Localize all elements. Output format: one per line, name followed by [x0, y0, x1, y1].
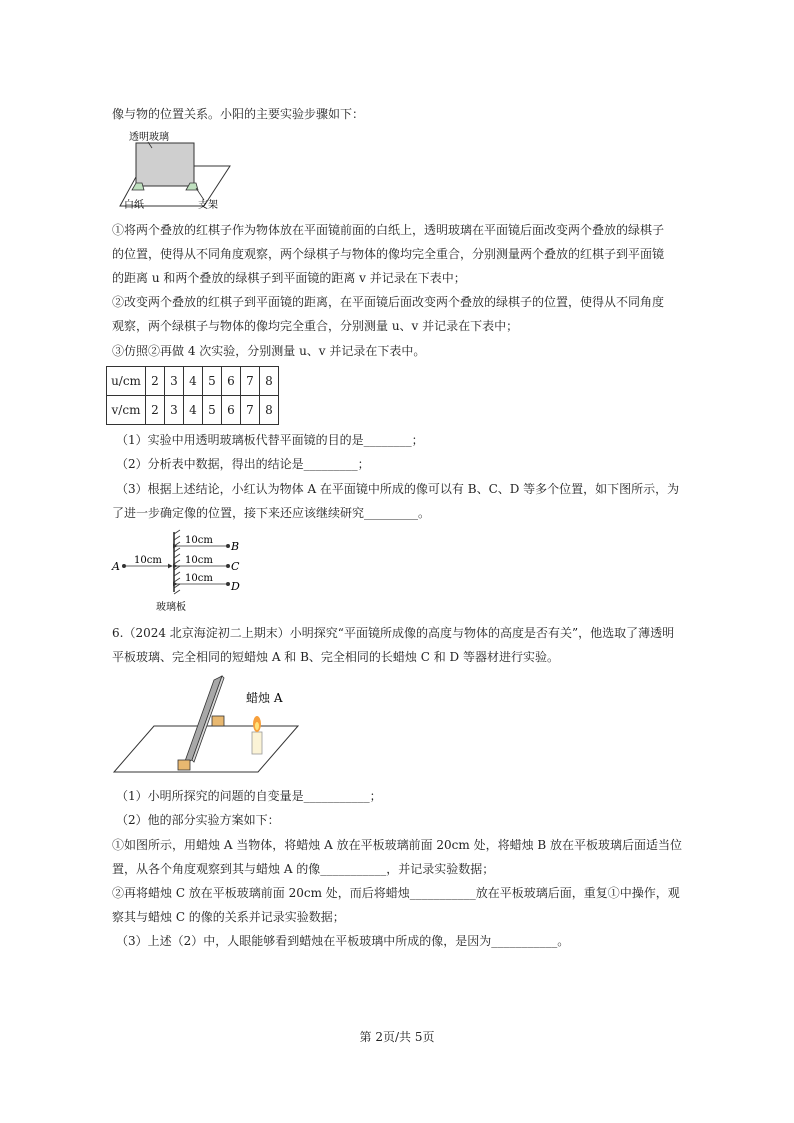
table-cell: 4	[184, 367, 203, 396]
question-line: （1）实验中用透明玻璃板代替平面镜的目的是________；	[116, 433, 424, 447]
question-6-intro: 平板玻璃、完全相同的短蜡烛 A 和 B、完全相同的长蜡烛 C 和 D 等器材进行实验。	[112, 650, 559, 664]
distance-c-label: 10cm	[185, 555, 213, 566]
question-line: （2）分析表中数据，得出的结论是_________；	[116, 457, 370, 471]
distance-a-label: 10cm	[134, 555, 162, 566]
table-row	[107, 367, 279, 396]
table-cell: 3	[165, 396, 184, 425]
question-line: ②再将蜡烛 C 放在平板玻璃前面 20cm 处，而后将蜡烛___________放在平板玻璃后面，重复①中操作，观	[112, 886, 680, 900]
table-cell: 8	[260, 367, 279, 396]
table-cell: 6	[222, 396, 241, 425]
table-row	[107, 396, 279, 425]
board-label: 玻璃板	[156, 602, 186, 613]
stand-label: 支架	[198, 200, 218, 211]
candle-a-label: 蜡烛 A	[246, 691, 283, 705]
point-c-label: C	[231, 560, 240, 573]
question-line: （2）他的部分实验方案如下：	[116, 813, 280, 827]
step-line: 的位置，使得从不同角度观察，两个绿棋子与物体的像均完全重合，分别测量两个叠放的红棋子到平面镜	[112, 247, 665, 261]
question-6-intro: 6.（2024 北京海淀初二上期末）小明探究“平面镜所成像的高度与物体的高度是否有关”，他选取了薄透明	[112, 626, 675, 640]
table-cell: 4	[184, 396, 203, 425]
question-line: （1）小明所探究的问题的自变量是___________；	[116, 789, 382, 803]
question-line: 察其与蜡烛 C 的像的关系并记录实验数据；	[112, 910, 345, 924]
table-cell: 5	[203, 367, 222, 396]
row-header: u/cm	[107, 367, 146, 396]
table-cell: 8	[260, 396, 279, 425]
point-a-label: A	[112, 560, 120, 573]
intro-line: 像与物的位置关系。小阳的主要实验步骤如下：	[112, 107, 365, 121]
table-cell: 7	[241, 367, 260, 396]
mirror-points-figure	[108, 528, 258, 614]
distance-b-label: 10cm	[185, 535, 213, 546]
table-cell: 5	[203, 396, 222, 425]
step-line: 的距离 u 和两个叠放的绿棋子到平面镜的距离 v 并记录在下表中；	[112, 271, 466, 285]
paper-label: 白纸	[124, 200, 144, 211]
point-b-label: B	[231, 540, 240, 553]
distance-d-label: 10cm	[185, 573, 213, 584]
glass-setup-figure	[112, 128, 252, 212]
glass-label: 透明玻璃	[129, 132, 169, 143]
question-line: ①如图所示，用蜡烛 A 当物体，将蜡烛 A 放在平板玻璃前面 20cm 处，将蜡烛 B 放在平板玻璃后面适当位	[112, 838, 683, 852]
step-line: ①将两个叠放的红棋子作为物体放在平面镜前面的白纸上，透明玻璃在平面镜后面改变两个叠放的绿棋子	[112, 223, 665, 237]
table-cell: 7	[241, 396, 260, 425]
question-line: （3）根据上述结论，小红认为物体 A 在平面镜中所成的像可以有 B、C、D 等多个位置，如下图所示，为	[116, 482, 680, 496]
table-cell: 6	[222, 367, 241, 396]
row-header: v/cm	[107, 396, 146, 425]
question-line: 置，从各个角度观察到其与蜡烛 A 的像___________，并记录实验数据；	[112, 862, 495, 876]
question-line: （3）上述（2）中，人眼能够看到蜡烛在平板玻璃中所成的像，是因为___________。	[116, 934, 570, 948]
step-line: ②改变两个叠放的红棋子到平面镜的距离，在平面镜后面改变两个叠放的绿棋子的位置，使得从不同角度	[112, 295, 665, 309]
table-cell: 2	[146, 396, 165, 425]
table-cell: 2	[146, 367, 165, 396]
point-d-label: D	[231, 580, 240, 593]
step-line: ③仿照②再做 4 次实验，分别测量 u、v 并记录在下表中。	[112, 344, 426, 358]
page-footer: 第 2页/共 5页	[359, 1030, 435, 1044]
table-cell: 3	[165, 367, 184, 396]
question-line: 了进一步确定像的位置，接下来还应该继续研究_________。	[112, 506, 431, 520]
step-line: 观察，两个绿棋子与物体的像均完全重合，分别测量 u、v 并记录在下表中；	[112, 319, 519, 333]
candle-setup-figure	[112, 668, 304, 778]
data-table	[106, 366, 279, 425]
